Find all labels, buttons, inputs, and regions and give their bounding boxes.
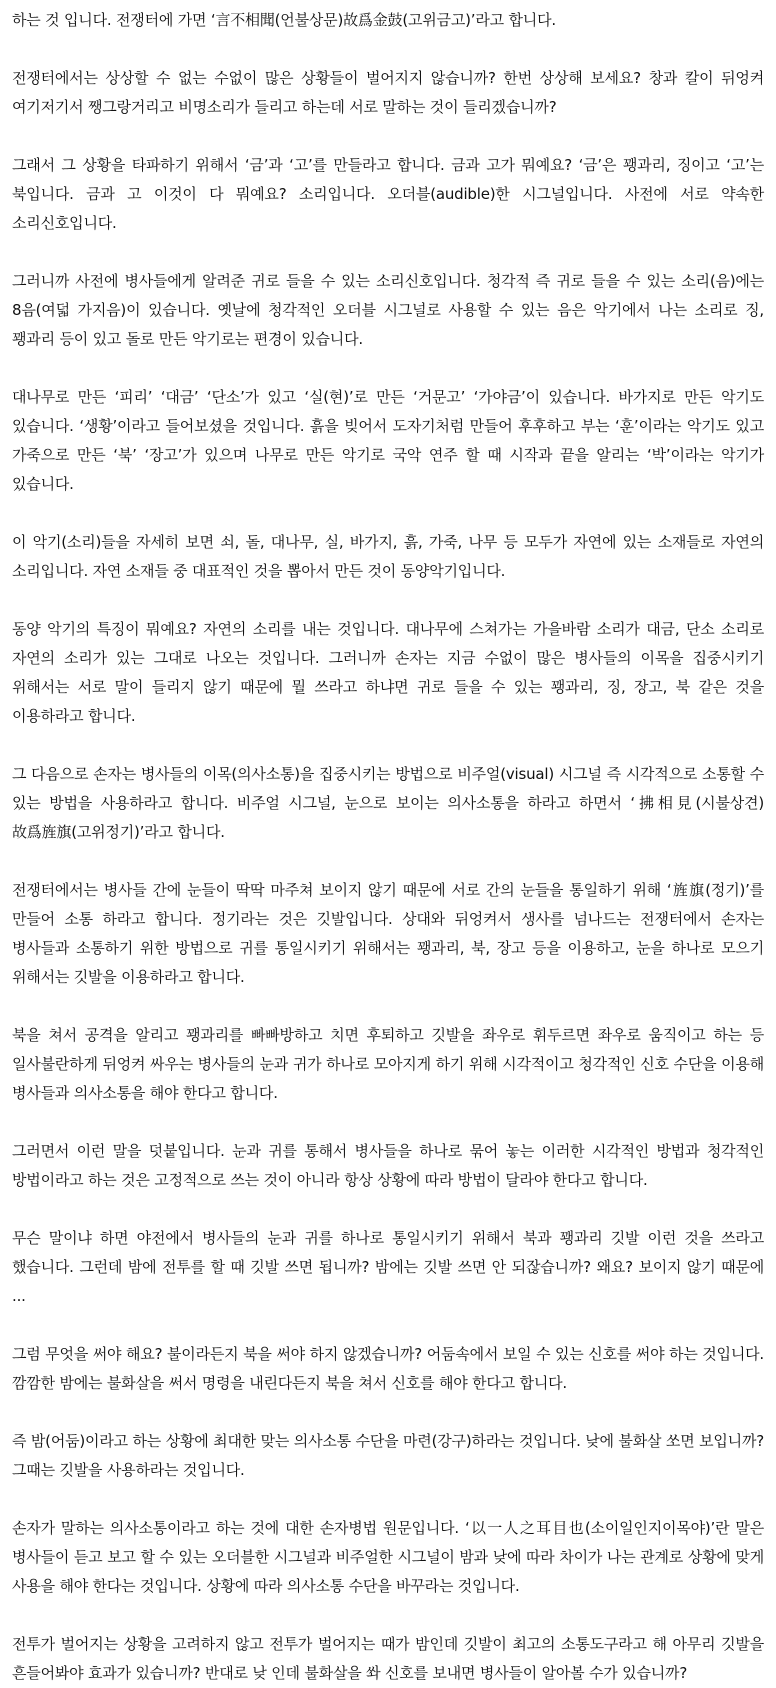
paragraph: 동양 악기의 특징이 뭐예요? 자연의 소리를 내는 것입니다. 대나무에 스쳐가는 가을바람 소리가 대금, 단소 소리로 자연의 소리가 있는 그대로 나오는 것입니다. 그러니까 손자는 지금 수없이 많은 병사들의 이목을 집중시키기 위해서는 서로 말이 들리지 않기 때문에 뭘 쓰라고 하냐면 귀로 들을 수 있는 꽹과리, 징, 장고, 북 같은 것을 이용하라고 합니다. xyxy=(12,620,764,725)
paragraph: 전쟁터에서는 병사들 간에 눈들이 딱딱 마주쳐 보이지 않기 때문에 서로 간의 눈들을 통일하기 위해 ‘旌旗(정기)’를 만들어 소통 하라고 합니다. 정기라는 것은 깃발입니다. 상대와 뒤엉켜서 생사를 넘나드는 전쟁터에서 손자는 병사들과 소통하기 위한 방법으로 귀를 통일시키기 위해서는 꽹과리, 북, 장고 등을 이용하고, 눈을 하나로 모으기 위해서는 깃발을 이용하라고 합니다. xyxy=(12,881,764,986)
paragraph: 북을 쳐서 공격을 알리고 꽹과리를 빠빠방하고 치면 후퇴하고 깃발을 좌우로 휘두르면 좌우로 움직이고 하는 등 일사불란하게 뒤엉켜 싸우는 병사들의 눈과 귀가 하나로 모아지게 하기 위해 시각적이고 청각적인 신호 수단을 이용해 병사들과 의사소통을 해야 한다고 합니다. xyxy=(12,1026,764,1102)
paragraph: 무슨 말이냐 하면 야전에서 병사들의 눈과 귀를 하나로 통일시키기 위해서 북과 꽹과리 깃발 이런 것을 쓰라고 했습니다. 그런데 밤에 전투를 할 때 깃발 쓰면 됩니까? 밤에는 깃발 쓰면 안 되잖습니까? 왜요? 보이지 않기 때문에 ... xyxy=(12,1229,764,1305)
paragraph: 그러니까 사전에 병사들에게 알려준 귀로 들을 수 있는 소리신호입니다. 청각적 즉 귀로 들을 수 있는 소리(음)에는 8음(여덟 가지음)이 있습니다. 옛날에 청각적인 오더블 시그널로 사용할 수 있는 음은 악기에서 나는 소리로 징, 꽹과리 등이 있고 돌로 만든 악기로는 편경이 있습니다. xyxy=(12,272,764,348)
paragraph: 이 악기(소리)들을 자세히 보면 쇠, 돌, 대나무, 실, 바가지, 흙, 가죽, 나무 등 모두가 자연에 있는 소재들로 자연의 소리입니다. 자연 소재들 중 대표적인 것을 뽑아서 만든 것이 동양악기입니다. xyxy=(12,533,764,580)
paragraph: 그 다음으로 손자는 병사들의 이목(의사소통)을 집중시키는 방법으로 비주얼(visual) 시그널 즉 시각적으로 소통할 수 있는 방법을 사용하라고 합니다. 비주얼 시그널, 눈으로 보이는 의사소통을 하라고 하면서 ‘拂相見(시불상견) 故爲旌旗(고위정기)’라고 합니다. xyxy=(12,765,764,841)
paragraph: 대나무로 만든 ‘피리’ ‘대금’ ‘단소’가 있고 ‘실(현)’로 만든 ‘거문고’ ‘가야금’이 있습니다. 바가지로 만든 악기도 있습니다. ‘생황’이라고 들어보셨을 것입니다. 흙을 빚어서 도자기처럼 만들어 후후하고 부는 ‘훈’이라는 악기도 있고 가죽으로 만든 ‘북’ ‘장고’가 있으며 나무로 만든 악기로 국악 연주 할 때 시작과 끝을 알리는 ‘박’이라는 악기가 있습니다. xyxy=(12,388,764,493)
paragraph: 즉 밤(어둠)이라고 하는 상황에 최대한 맞는 의사소통 수단을 마련(강구)하라는 것입니다. 낮에 불화살 쏘면 보입니까? 그때는 깃발을 사용하라는 것입니다. xyxy=(12,1432,764,1479)
paragraph: 그러면서 이런 말을 덧붙입니다. 눈과 귀를 통해서 병사들을 하나로 묶어 놓는 이러한 시각적인 방법과 청각적인 방법이라고 하는 것은 고정적으로 쓰는 것이 아니라 항상 상황에 따라 방법이 달라야 한다고 합니다. xyxy=(12,1142,764,1189)
paragraph: 그래서 그 상황을 타파하기 위해서 ‘금’과 ‘고’를 만들라고 합니다. 금과 고가 뭐예요? ‘금’은 꽹과리, 징이고 ‘고’는 북입니다. 금과 고 이것이 다 뭐예요? 소리입니다. 오더블(audible)한 시그널입니다. 사전에 서로 약속한 소리신호입니다. xyxy=(12,156,764,232)
paragraph: 하는 것 입니다. 전쟁터에 가면 ‘言不相聞(언불상문)故爲金鼓(고위금고)’라고 합니다. xyxy=(12,11,556,29)
paragraph: 손자가 말하는 의사소통이라고 하는 것에 대한 손자병법 원문입니다. ‘以一人之耳目也(소이일인지이목야)’란 말은 병사들이 듣고 보고 할 수 있는 오더블한 시그널과 비주얼한 시그널이 밤과 낮에 따라 차이가 나는 관계로 상황에 맞게 사용을 해야 한다는 것입니다. 상황에 따라 의사소통 수단을 바꾸라는 것입니다. xyxy=(12,1519,764,1595)
paragraph: 전투가 벌어지는 상황을 고려하지 않고 전투가 벌어지는 때가 밤인데 깃발이 최고의 소통도구라고 해 아무리 깃발을 흔들어봐야 효과가 있습니까? 반대로 낮 인데 불화살을 쏴 신호를 보내면 병사들이 알아볼 수가 있습니까? xyxy=(12,1635,764,1682)
paragraph: 전쟁터에서는 상상할 수 없는 수없이 많은 상황들이 벌어지지 않습니까? 한번 상상해 보세요? 창과 칼이 뒤엉켜 여기저기서 쨍그랑거리고 비명소리가 들리고 하는데 서로 말하는 것이 들리겠습니까? xyxy=(12,69,764,116)
paragraph: 그럼 무엇을 써야 해요? 불이라든지 북을 써야 하지 않겠습니까? 어둠속에서 보일 수 있는 신호를 써야 하는 것입니다. 깜깜한 밤에는 불화살을 써서 명령을 내린다든지 북을 쳐서 신호를 해야 한다고 합니다. xyxy=(12,1345,764,1392)
